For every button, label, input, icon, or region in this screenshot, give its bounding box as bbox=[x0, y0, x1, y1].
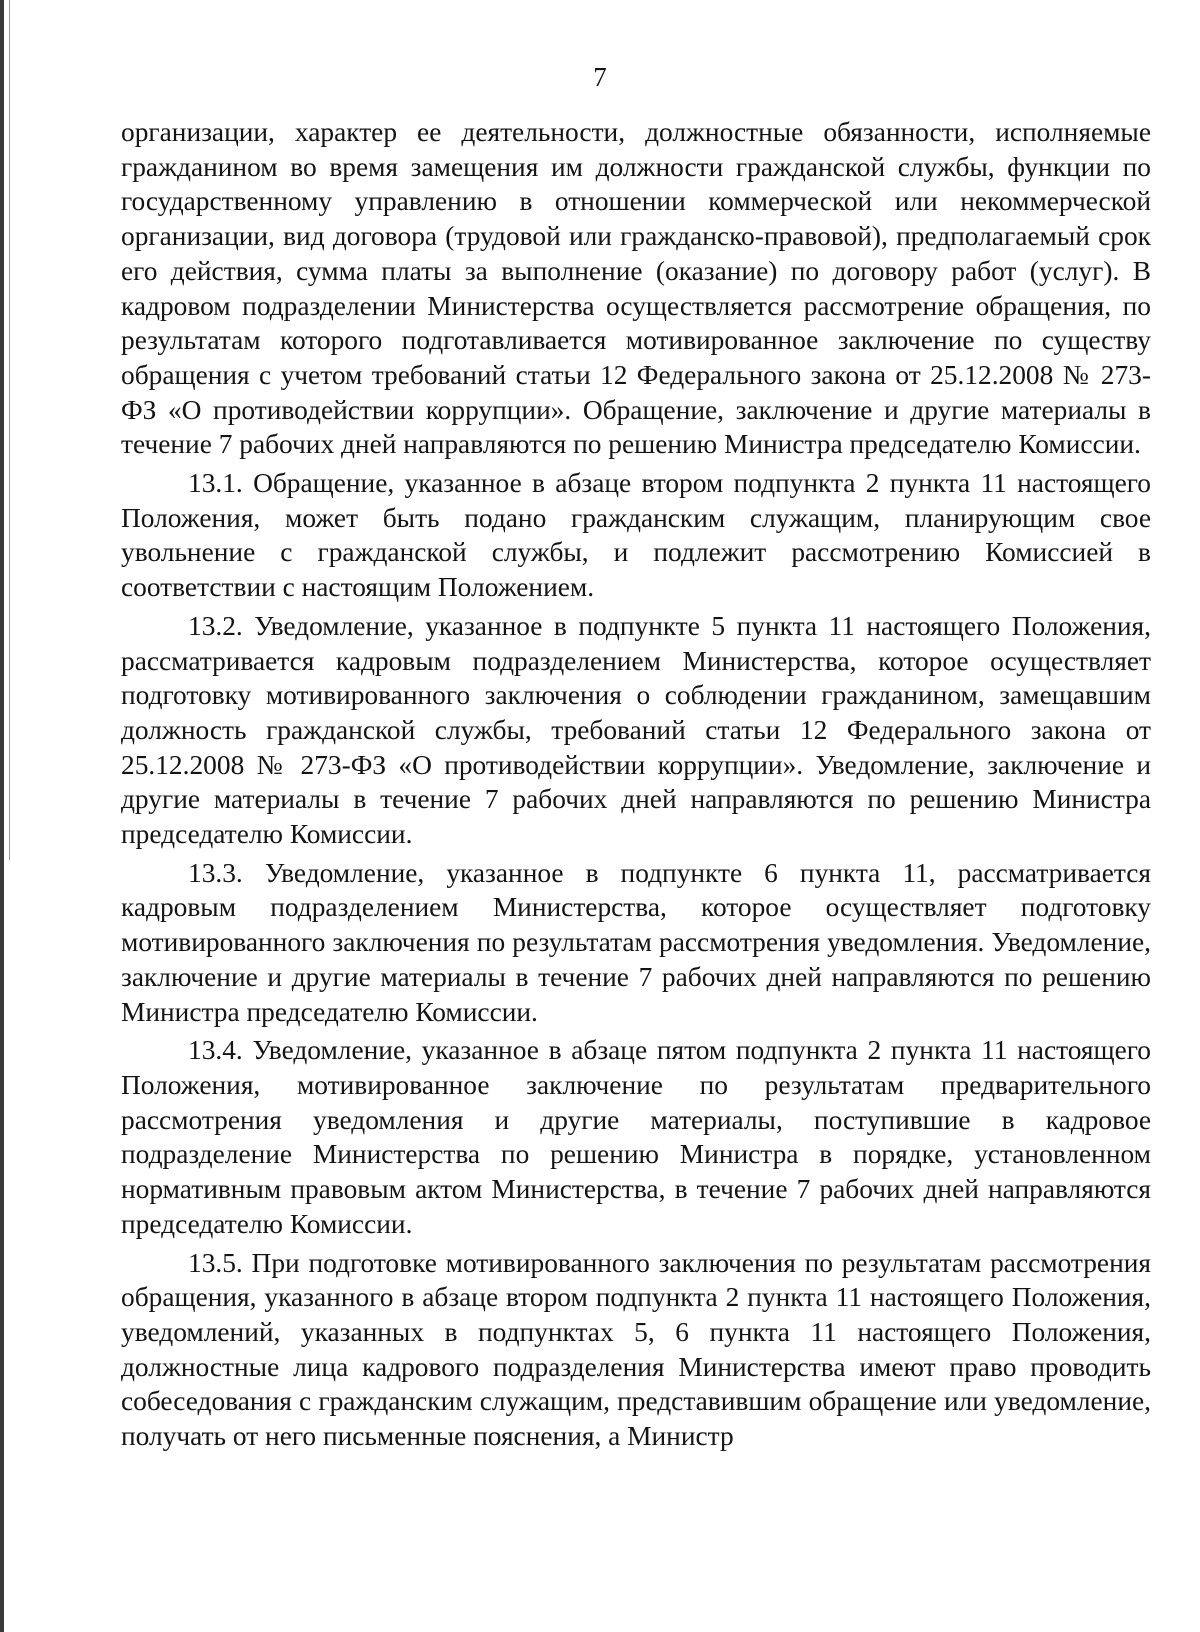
document-body bbox=[121, 115, 1151, 1458]
paragraph-13-3: 13.3. Уведомление, указанное в подпункте 6 пункта 11, рассматривается кадровым подразделением Министерства, которое осуществляет подготовку мотивированного заключения по результатам рассмотрения уведомления. Уведомление, заключение и другие материалы в течение 7 рабочих дней направляются по решению Министра председателю Комиссии. bbox=[121, 857, 1151, 1027]
paragraph-13-5: 13.5. При подготовке мотивированного заключения по результатам рассмотрения обращения, указанного в абзаце втором подпункта 2 пункта 11 настоящего Положения, уведомлений, указанных в подпунктах 5, 6 пункта 11 настоящего Положения, должностные лица кадрового подразделения Министерства имеют право проводить собеседования с гражданским служащим, представившим обращение или уведомление, получать от него письменные пояснения, а Министр bbox=[121, 1247, 1151, 1452]
paragraph-13-4: 13.4. Уведомление, указанное в абзаце пятом подпункта 2 пункта 11 настоящего Положения, мотивированное заключение по результатам предварительного рассмотрения уведомления и другие материалы, поступившие в кадровое подразделение Министерства по решению Министра в порядке, установленном нормативным правовым актом Министерства, в течение 7 рабочих дней направляются председателю Комиссии. bbox=[121, 1035, 1151, 1239]
paragraph-continuation: организации, характер ее деятельности, должностные обязанности, исполняемые гражданином во время замещения им должности гражданской службы, функции по государственному управлению в отношении коммерческой или некоммерческой организации, вид договора (трудовой или гражданско-правовой), предполагаемый срок его действия, сумма платы за выполнение (оказание) по договору работ (услуг). В кадровом подразделении Министерства осуществляется рассмотрение обращения, по результатам которого подготавливается мотивированное заключение по существу обращения с учетом требований статьи 12 Федерального закона от 25.12.2008 № 273-ФЗ «О противодействии коррупции». Обращение, заключение и другие материалы в течение 7 рабочих дней направляются по решению Министра председателю Комиссии. bbox=[121, 117, 1151, 460]
scan-edge-line bbox=[9, 0, 10, 860]
scan-edge bbox=[0, 0, 4, 1632]
paragraph-13-1: 13.1. Обращение, указанное в абзаце втором подпункта 2 пункта 11 настоящего Положения, может быть подано гражданским служащим, планирующим свое увольнение с гражданской службы, и подлежит рассмотрению Комиссией в соответствии с настоящим Положением. bbox=[121, 468, 1151, 603]
paragraph-13-2: 13.2. Уведомление, указанное в подпункте 5 пункта 11 настоящего Положения, рассматривается кадровым подразделением Министерства, которое осуществляет подготовку мотивированного заключения о соблюдении гражданином, замещавшим должность гражданской службы, требований статьи 12 Федерального закона от 25.12.2008 № 273-ФЗ «О противодействии коррупции». Уведомление, заключение и другие материалы в течение 7 рабочих дней направляются по решению Министра председателю Комиссии. bbox=[121, 610, 1151, 850]
page-number: 7 bbox=[593, 62, 607, 92]
